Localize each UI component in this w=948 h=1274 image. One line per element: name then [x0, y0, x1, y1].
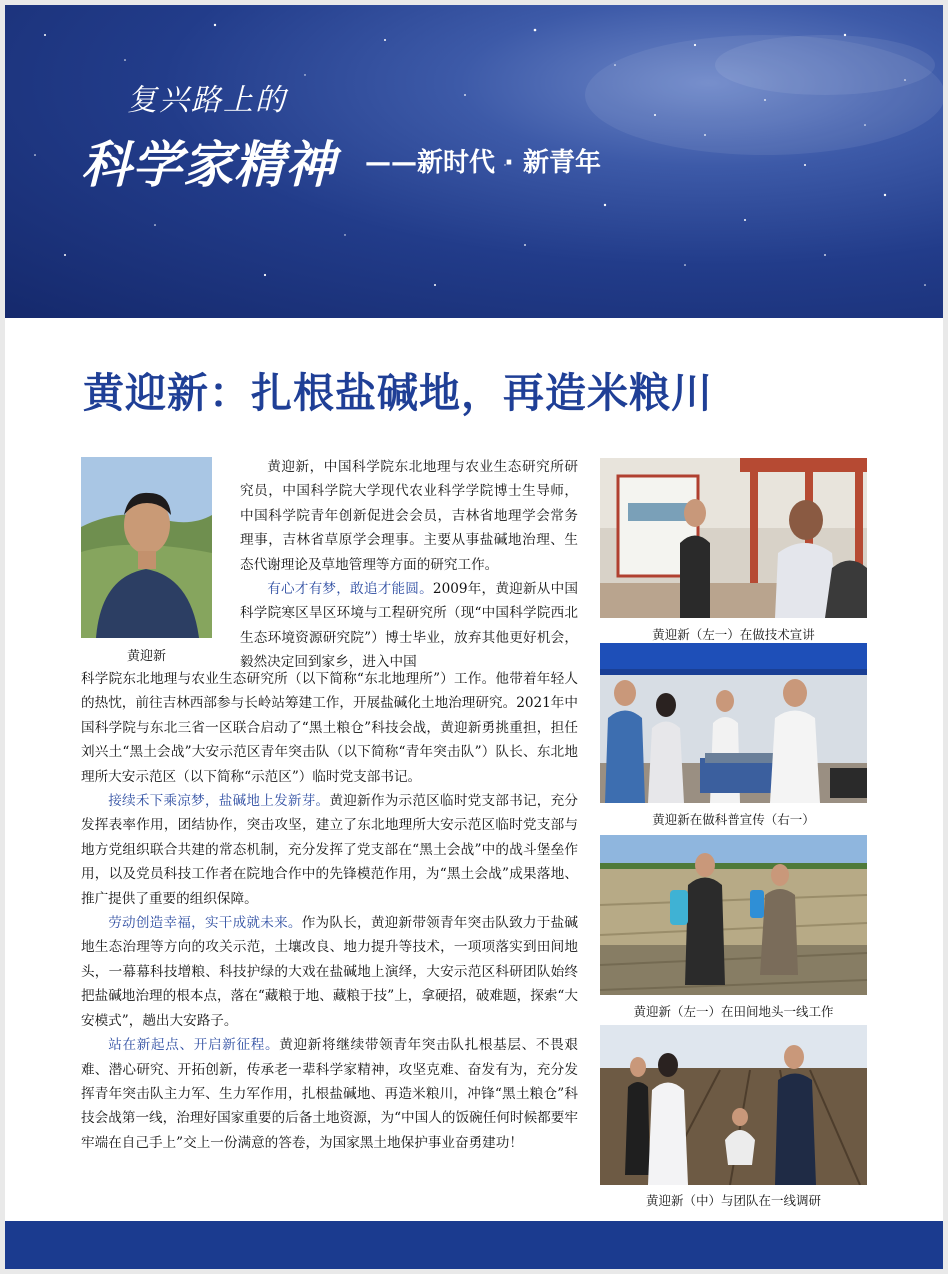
article-text-upper — [240, 455, 578, 675]
paragraph-2 — [81, 789, 578, 911]
presentation-photo — [600, 458, 867, 618]
paragraph-2-body: 黄迎新作为示范区临时党支部书记，充分发挥表率作用，团结协作，突击攻坚，建立了东北地理所大安示范区临时党支部与地方党组织联合共建的常态机制，充分发挥了党支部在“黑土会战”中的战斗堡垒作用，以及党员科技工作者在院地合作中的先锋模范作用，为“黑土会战”成果落地、推广提供了重要的组织保障。 — [81, 793, 579, 907]
portrait-caption: 黄迎新 — [126, 649, 166, 664]
photo-caption-2: 黄迎新在做科普宣传（右一） — [652, 812, 815, 827]
paragraph-1-start — [240, 577, 578, 675]
paragraph-4 — [81, 1033, 578, 1155]
footer-bar — [5, 1221, 943, 1269]
field-work-photo — [600, 835, 867, 995]
paragraph-1-continued: 科学院东北地理与农业生态研究所（以下简称“东北地理所”）工作。他带着年轻人的热忱，前往吉林西部参与长岭站筹建工作，开展盐碱化土地治理研究。2021年中国科学院与东北三省一区联合启动了“黑土粮仓”科技会战，黄迎新勇挑重担，担任刘兴土“黑土会战”大安示范区青年突击队（以下简称“青年突击队”）队长、东北地理所大安示范区（以下简称“示范区”）临时党支部书记。 — [81, 671, 578, 785]
starry-banner — [5, 5, 943, 318]
series-subtitle: ——新时代 · 新青年 — [365, 148, 601, 178]
article-text-lower — [81, 667, 578, 1155]
paragraph-4-heading: 站在新起点、开启新征程。 — [108, 1037, 280, 1054]
paragraph-3 — [81, 911, 578, 1033]
document-page — [5, 5, 943, 1269]
intro-paragraph: 黄迎新，中国科学院东北地理与农业生态研究所研究员，中国科学院大学现代农业科学学院博士生导师，中国科学院青年创新促进会会员，吉林省地理学会常务理事，吉林省草原学会理事。主要从事盐碱地治理、生态代谢理论及草地管理等方面的研究工作。 — [240, 459, 578, 573]
paragraph-2-heading: 接续禾下乘凉梦，盐碱地上发新芽。 — [108, 793, 330, 810]
photo-caption-3: 黄迎新（左一）在田间地头一线工作 — [633, 1004, 834, 1019]
outreach-tent-photo — [600, 643, 867, 803]
article-title: 黄迎新：扎根盐碱地，再造米粮川 — [83, 369, 713, 417]
paragraph-4-body: 黄迎新将继续带领青年突击队扎根基层、不畏艰难、潜心研究、开拓创新，传承老一辈科学家精神，攻坚克难、奋发有为，充分发挥青年突击队主力军、生力军作用，扎根盐碱地、再造米粮川，冲锋“黑土粮仓”科技会战第一线，治理好国家重要的后备土地资源，为“中国人的饭碗任何时候都要牢牢端在自己手上”交上一份满意的答卷，为国家黑土地保护事业奋勇建功！ — [81, 1037, 579, 1151]
paragraph-1-heading: 有心才有梦，敢追才能圆。 — [267, 581, 433, 598]
portrait-photo — [81, 457, 212, 638]
photo-caption-4: 黄迎新（中）与团队在一线调研 — [645, 1193, 821, 1208]
paragraph-1-body-a: 2009年，黄迎新从中国科学院寒区旱区环境与工程研究所（现“中国科学院西北生态环境资源研究院”）博士毕业，放弃其他更好机会，毅然决定回到家乡，进入中国 — [240, 581, 578, 671]
series-title-line2: 科学家精神 — [81, 135, 336, 194]
paragraph-3-body: 作为队长，黄迎新带领青年突击队致力于盐碱地生态治理等方向的攻关示范，土壤改良、地力提升等技术，一项项落实到田间地头，一幕幕科技增粮、科技护绿的大戏在盐碱地上演绎，大安示范区科研团队始终把盐碱地治理的根本点，落在“藏粮于地、藏粮于技”上，拿硬招，破难题，探索“大安模式”，趟出大安路子。 — [81, 915, 578, 1029]
photo-caption-1: 黄迎新（左一）在做技术宣讲 — [652, 627, 815, 642]
team-survey-photo — [600, 1025, 867, 1185]
series-title-line1: 复兴路上的 — [127, 83, 287, 118]
paragraph-3-heading: 劳动创造幸福，实干成就未来。 — [108, 915, 302, 932]
